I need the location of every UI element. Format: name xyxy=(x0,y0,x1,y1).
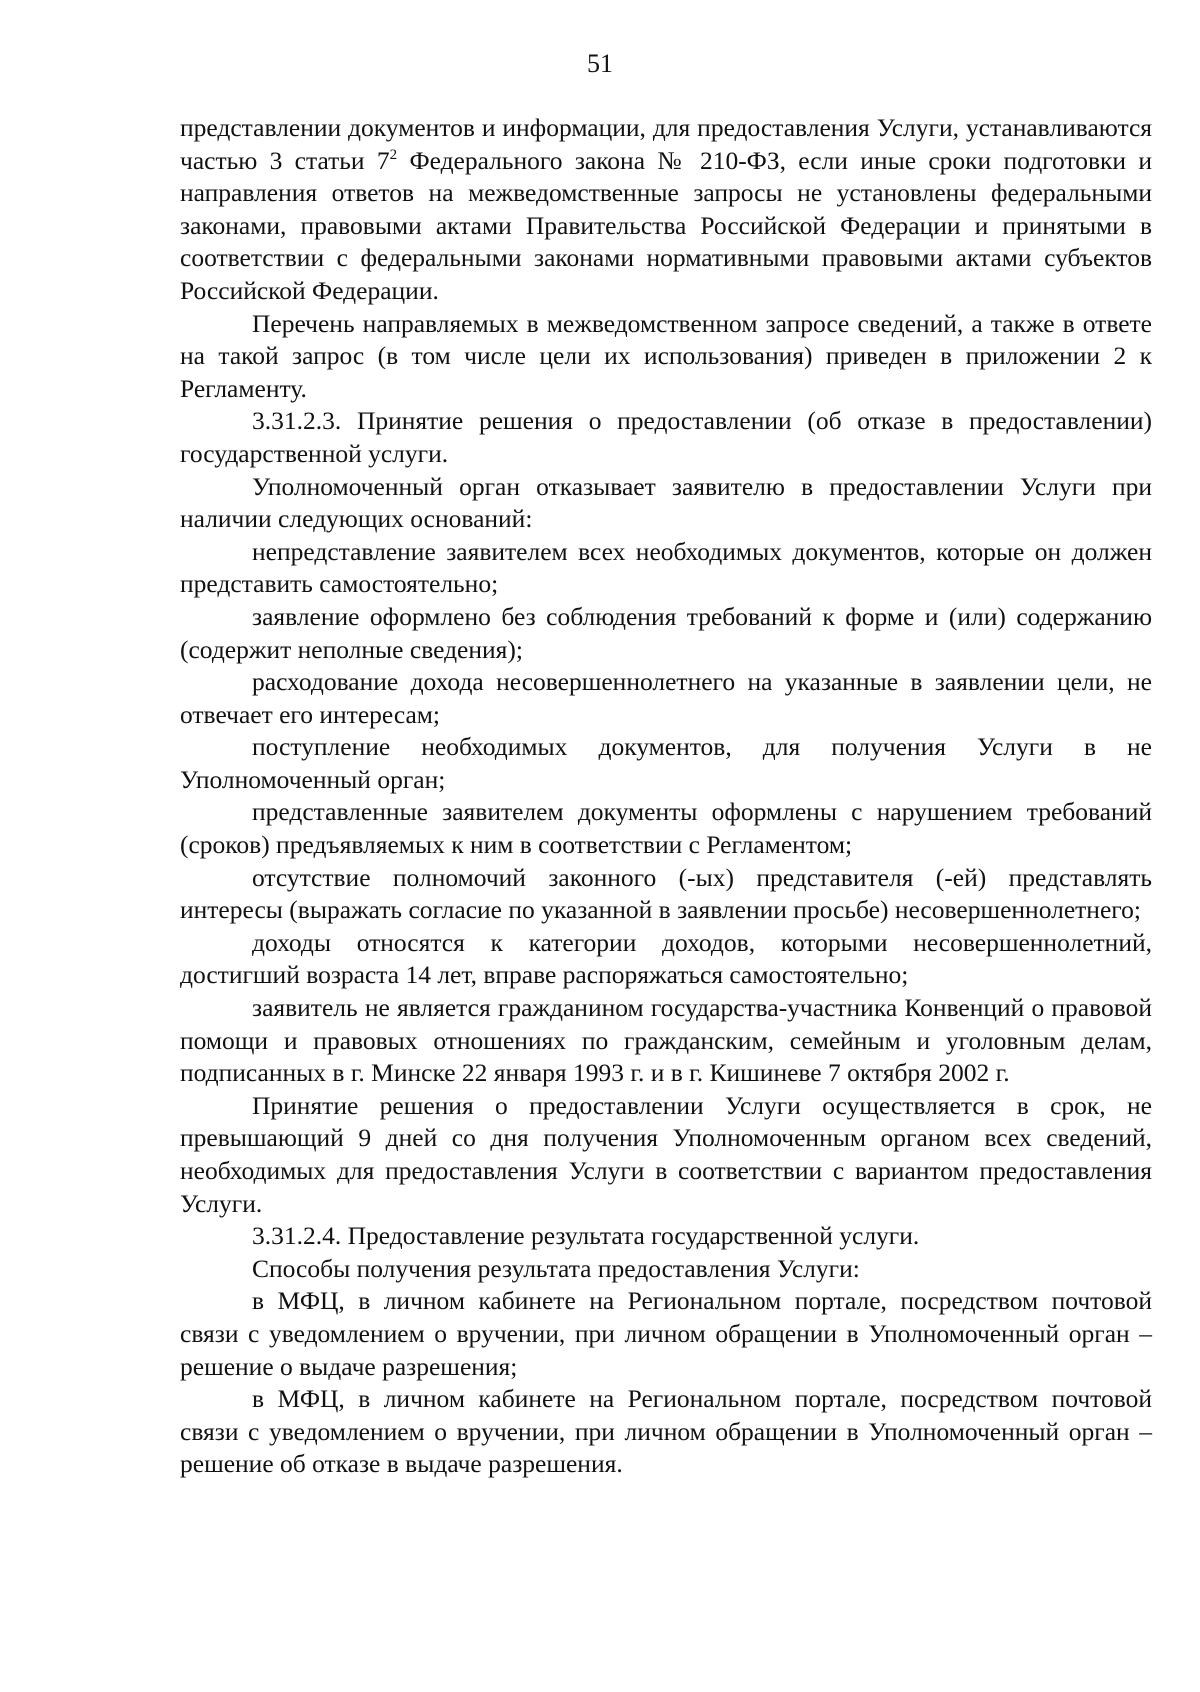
paragraph: Способы получения результата предоставления Услуги: xyxy=(252,1253,860,1283)
document-body xyxy=(180,112,1152,1481)
list-item: представленные заявителем документы оформлены с нарушением требований (сроков) предъявляемых к ним в соответствии с Регламентом; xyxy=(180,797,1152,860)
paragraph: Перечень направляемых в межведомственном запросе сведений, а также в ответе на такой запрос (в том числе цели их использования) приведен в приложении 2 к Регламенту. xyxy=(180,308,1152,403)
list-item: в МФЦ, в личном кабинете на Региональном портале, посредством почтовой связи с уведомлением о вручении, при личном обращении в Уполномоченный орган – решение о выдаче разрешения; xyxy=(180,1286,1152,1381)
list-item: заявитель не является гражданином государства-участника Конвенций о правовой помощи и правовых отношениях по гражданским, семейным и уголовным делам, подписанных в г. Минске 22 января 1993 г. и в г. Кишиневе 7 октября 2002 г. xyxy=(180,993,1152,1088)
superscript: 2 xyxy=(389,146,398,163)
page-number: 51 xyxy=(587,49,613,78)
list-item: доходы относятся к категории доходов, которыми несовершеннолетний, достигший возраста 14 лет, вправе распоряжаться самостоятельно; xyxy=(180,927,1152,990)
paragraph: Принятие решения о предоставлении Услуги осуществляется в срок, не превышающий 9 дней со дня получения Уполномоченным органом всех сведений, необходимых для предоставления Услуги в соответствии с вариантом предоставления Услуги. xyxy=(180,1090,1152,1218)
section-heading: 3.31.2.4. Предоставление результата государственной услуги. xyxy=(252,1221,920,1251)
list-item: поступление необходимых документов, для получения Услуги в не Уполномоченный орган; xyxy=(180,732,1152,794)
list-item: расходование дохода несовершеннолетнего на указанные в заявлении цели, не отвечает его интересам; xyxy=(180,667,1152,729)
list-item: непредставление заявителем всех необходимых документов, которые он должен представить самостоятельно; xyxy=(180,536,1152,599)
paragraph-text-part: представлении документов и информации, для предоставления Услуги, устанавливаются частью 3 статьи 7 xyxy=(180,113,1152,175)
paragraph: Уполномоченный орган отказывает заявителю в предоставлении Услуги при наличии следующих оснований: xyxy=(180,471,1152,534)
paragraph-continuation xyxy=(180,112,1152,308)
paragraph-text-part: Федерального закона № 210-ФЗ, если иные сроки подготовки и направления ответов на межведомственные запросы не установлены федеральными законами, правовыми актами Правительства Российской Федерации и принятыми в соответствии с федеральными законами нормативными правовыми актами субъектов Российской Федерации. xyxy=(180,145,1153,305)
list-item: в МФЦ, в личном кабинете на Региональном портале, посредством почтовой связи с уведомлением о вручении, при личном обращении в Уполномоченный орган – решение об отказе в выдаче разрешения. xyxy=(180,1384,1152,1479)
section-heading: 3.31.2.3. Принятие решения о предоставлении (об отказе в предоставлении) государственной услуги. xyxy=(180,406,1152,468)
list-item: заявление оформлено без соблюдения требований к форме и (или) содержанию (содержит неполные сведения); xyxy=(180,601,1152,664)
list-item: отсутствие полномочий законного (-ых) представителя (-ей) представлять интересы (выражать согласие по указанной в заявлении просьбе) несовершеннолетнего; xyxy=(180,862,1152,925)
